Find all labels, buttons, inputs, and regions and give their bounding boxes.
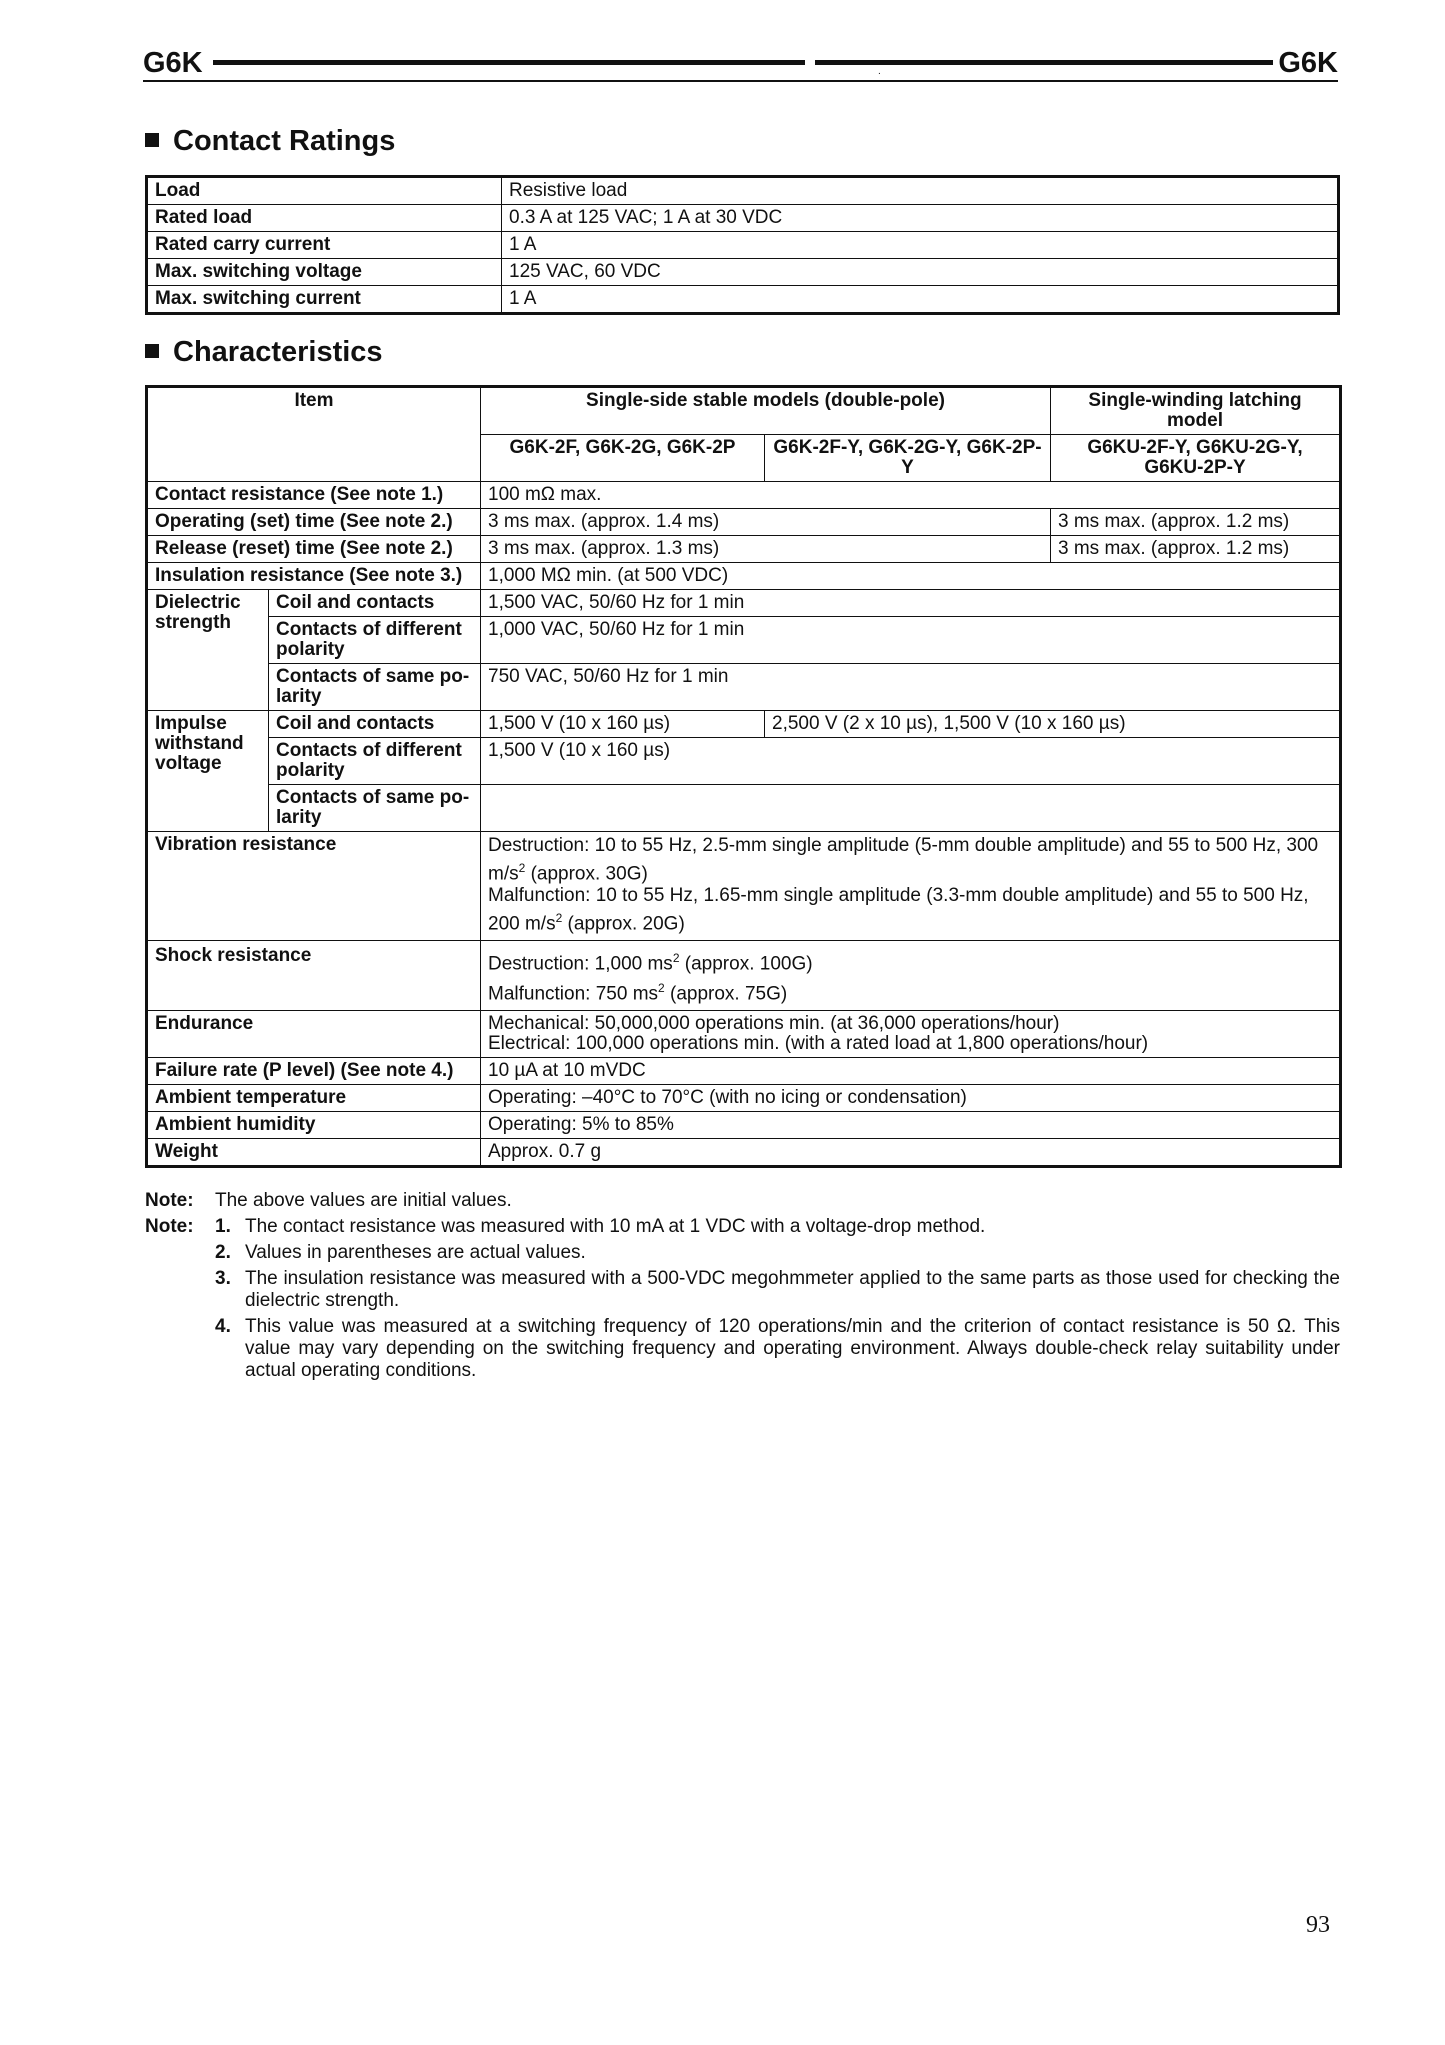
row-label: Operating (set) time (See note 2.) [147,509,481,536]
table-row [147,738,1341,785]
table-row [147,617,1341,664]
row-group-label: Dielectric strength [147,590,269,711]
row-value: 1 A [502,232,1339,259]
row-value: 10 µA at 10 mVDC [481,1058,1341,1085]
page-number: 93 [1306,1912,1330,1938]
section-title-contact-ratings [145,124,395,158]
note-general [145,1190,1340,1212]
note-label: Note: [145,1190,194,1211]
row-value: Approx. 0.7 g [481,1139,1341,1167]
table-row [147,664,1341,711]
header-bar-right [815,60,1273,65]
note-number: 3. [215,1268,231,1289]
note-text: The above values are initial values. [215,1190,512,1211]
row-value: 1,500 V (10 x 160 µs) [481,711,765,738]
row-label: Ambient temperature [147,1085,481,1112]
characteristics-table [145,385,1342,1168]
note-item [215,1216,1340,1238]
note-item [215,1268,1340,1312]
table-row [147,1112,1341,1139]
table-row [147,259,1339,286]
row-label: Release (reset) time (See note 2.) [147,536,481,563]
row-sublabel: Coil and contacts [269,590,481,617]
note-text: Values in parentheses are actual values. [245,1242,586,1263]
header-model-col2: G6K-2F-Y, G6K-2G-Y, G6K-2P-Y [765,435,1051,482]
row-value-latching: 3 ms max. (approx. 1.2 ms) [1051,536,1341,563]
header-single-side: Single-side stable models (double-pole) [481,387,1051,435]
section-title-text: Contact Ratings [173,125,396,157]
row-value: 1,500 V (10 x 160 µs) [481,738,1341,785]
row-sublabel: Coil and contacts [269,711,481,738]
table-row [147,286,1339,314]
row-label: Max. switching current [147,286,502,314]
row-value [481,940,1341,1011]
note-number: 2. [215,1242,231,1263]
notes-section [145,1190,1340,1390]
row-value [481,1011,1341,1058]
page-header [143,44,1338,84]
section-title-characteristics [145,335,383,369]
row-value-latching: 3 ms max. (approx. 1.2 ms) [1051,509,1341,536]
table-row [147,711,1341,738]
row-label: Endurance [147,1011,481,1058]
row-value [481,832,1341,941]
section-title-text: Characteristics [173,336,383,368]
table-row [147,536,1341,563]
note-item [215,1316,1340,1382]
row-label: Rated carry current [147,232,502,259]
bullet-square-icon [145,344,159,358]
note-text: The insulation resistance was measured with a 500-VDC megohmmeter applied to the same parts as those used for checking the dielectric strength. [245,1268,1340,1311]
row-label: Vibration resistance [147,832,481,941]
endurance-electrical: Electrical: 100,000 operations min. (with a rated load at 1,800 operations/hour) [488,1033,1149,1055]
note-label: Note: [145,1216,194,1237]
note-text: The contact resistance was measured with 10 mA at 1 VDC with a voltage-drop method. [245,1216,986,1237]
row-value: 750 VAC, 50/60 Hz for 1 min [481,664,1341,711]
table-row [147,940,1341,1011]
row-sublabel: Contacts of same po-larity [269,785,481,832]
table-row [147,1058,1341,1085]
header-item: Item [147,387,481,482]
table-row [147,563,1341,590]
row-label: Contact resistance (See note 1.) [147,482,481,509]
row-label: Load [147,177,502,205]
header-rule [143,80,1338,82]
row-label: Ambient humidity [147,1112,481,1139]
note-items [215,1216,1340,1386]
vibration-destruction: Destruction: 10 to 55 Hz, 2.5-mm single amplitude (5-mm double amplitude) and 55 to 500 Hz, 300 $m/s^2$ (approx. 30G) [488,835,1319,885]
shock-destruction: Destruction: 1,000 $ms^2$ (approx. 100G) [488,950,813,974]
row-value: 1,000 VAC, 50/60 Hz for 1 min [481,617,1341,664]
row-value: Resistive load [502,177,1339,205]
row-value-empty [481,785,1341,832]
table-row [147,205,1339,232]
row-value: 0.3 A at 125 VAC; 1 A at 30 VDC [502,205,1339,232]
note-text: This value was measured at a switching frequency of 120 operations/min and the criterion of contact resistance is 50 Ω. This value may vary depending on the switching frequency and operating environment. Always double-check relay suitability under actual operating conditions. [245,1316,1340,1381]
row-label: Weight [147,1139,481,1167]
row-value: 3 ms max. (approx. 1.3 ms) [481,536,1051,563]
endurance-mechanical: Mechanical: 50,000,000 operations min. (at 36,000 operations/hour) [488,1013,1060,1035]
header-left-label: G6K [143,47,203,79]
vibration-malfunction: Malfunction: 10 to 55 Hz, 1.65-mm single amplitude (3.3-mm double amplitude) and 55 to 500 Hz, 200 $m/s^2$ (approx. 20G) [488,885,1309,935]
note-list [145,1216,1340,1386]
header-model-col3: G6KU-2F-Y, G6KU-2G-Y, G6KU-2P-Y [1051,435,1341,482]
table-row [147,509,1341,536]
row-label: Max. switching voltage [147,259,502,286]
bullet-square-icon [145,133,159,147]
row-value: 125 VAC, 60 VDC [502,259,1339,286]
table-row [147,482,1341,509]
table-row [147,832,1341,941]
table-row [147,1085,1341,1112]
row-label: Insulation resistance (See note 3.) [147,563,481,590]
header-model-col1: G6K-2F, G6K-2G, G6K-2P [481,435,765,482]
table-header-row [147,387,1341,435]
table-row [147,232,1339,259]
header-right-label: G6K [1278,47,1338,79]
row-sublabel: Contacts of different polarity [269,617,481,664]
note-number: 1. [215,1216,231,1237]
header-dot: . [878,66,881,77]
table-row [147,1139,1341,1167]
table-row [147,1011,1341,1058]
row-group-label: Impulse withstand voltage [147,711,269,832]
note-number: 4. [215,1316,231,1337]
row-label: Shock resistance [147,940,481,1011]
row-value: Operating: 5% to 85% [481,1112,1341,1139]
row-sublabel: Contacts of different polarity [269,738,481,785]
row-value: 3 ms max. (approx. 1.4 ms) [481,509,1051,536]
table-row [147,785,1341,832]
row-value: 1,000 MΩ min. (at 500 VDC) [481,563,1341,590]
row-sublabel: Contacts of same po-larity [269,664,481,711]
table-row [147,590,1341,617]
note-item [215,1242,1340,1264]
row-value: 100 mΩ max. [481,482,1341,509]
row-label: Failure rate (P level) (See note 4.) [147,1058,481,1085]
row-value: 1 A [502,286,1339,314]
header-latching: Single-winding latching model [1051,387,1341,435]
row-value: Operating: –40°C to 70°C (with no icing or condensation) [481,1085,1341,1112]
header-bar-left [213,60,805,65]
row-label: Rated load [147,205,502,232]
row-value-2: 2,500 V (2 x 10 µs), 1,500 V (10 x 160 µs) [765,711,1341,738]
contact-ratings-table [145,175,1340,315]
shock-malfunction: Malfunction: 750 $ms^2$ (approx. 75G) [488,980,788,1005]
row-value: 1,500 VAC, 50/60 Hz for 1 min [481,590,1341,617]
table-row [147,177,1339,205]
